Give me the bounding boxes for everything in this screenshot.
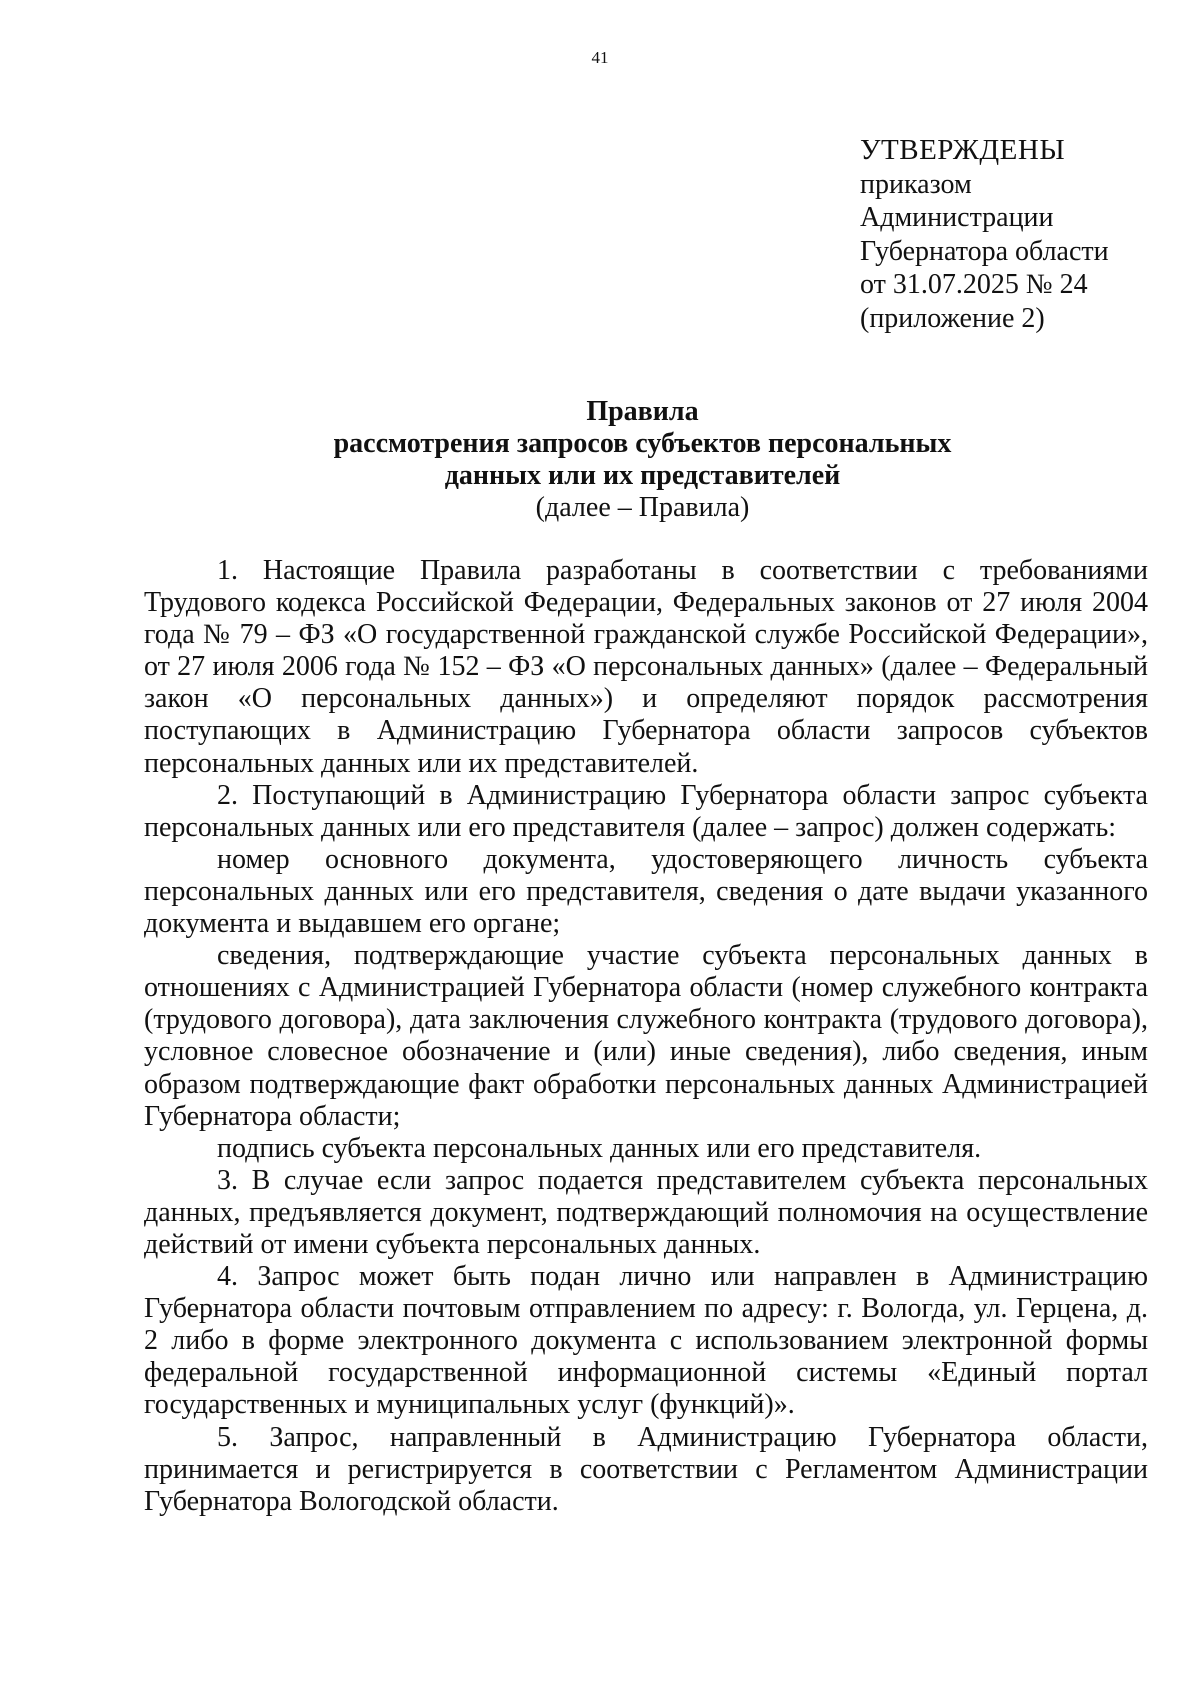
approval-heading: УТВЕРЖДЕНЫ	[860, 134, 1066, 166]
approval-block	[860, 134, 1180, 335]
document-body	[144, 555, 1148, 1518]
approval-line-governor: Губернатора области	[860, 235, 1109, 267]
paragraph-2-item-document: номер основного документа, удостоверяющего личность субъекта персональных данных или его представителя, сведения о дате выдачи указанного документа и выдавшем его органе;	[144, 843, 1148, 940]
paragraph-1: 1. Настоящие Правила разработаны в соответствии с требованиями Трудового кодекса Российской Федерации, Федеральных законов от 27 июля 2004 года № 79 – ФЗ «О государственной гражданской службе Российской Федерации», от 27 июля 2006 года № 152 – ФЗ «О персональных данных» (далее – Федеральный закон «О персональных данных») и определяют порядок рассмотрения поступающих в Администрацию Губернатора области запросов субъектов персональных данных или их представителей.	[144, 555, 1148, 779]
approval-line-administration: Администрации	[860, 202, 1054, 233]
paragraph-2-item-relations: сведения, подтверждающие участие субъекта персональных данных в отношениях с Администрацией Губернатора области (номер служебного контракта (трудового договора), дата заключения служебного контракта (трудового договора), условное словесное обозначение и (или) иные сведения), либо сведения, иным образом подтверждающие факт обработки персональных данных Администрацией Губернатора области;	[144, 940, 1148, 1132]
paragraph-2: 2. Поступающий в Администрацию Губернатора области запрос субъекта персональных данных или его представителя (далее – запрос) должен содержать:	[144, 779, 1148, 843]
approval-line-date: от 31.07.2025 № 24	[860, 269, 1088, 300]
title-line-3: данных или их представителей	[444, 460, 841, 491]
title-line-rules: Правила	[586, 396, 699, 427]
paragraph-5: 5. Запрос, направленный в Администрацию Губернатора области, принимается и регистрируется в соответствии с Регламентом Администрации Губернатора Вологодской области.	[144, 1421, 1148, 1517]
title-line-2: рассмотрения запросов субъектов персональных	[333, 428, 952, 459]
title-subtitle: (далее – Правила)	[535, 492, 750, 523]
paragraph-3: 3. В случае если запрос подается представителем субъекта персональных данных, предъявляется документ, подтверждающий полномочия на осуществление действий от имени субъекта персональных данных.	[144, 1164, 1148, 1260]
approval-line-appendix: (приложение 2)	[860, 302, 1045, 334]
page-number: 41	[591, 48, 609, 67]
paragraph-4: 4. Запрос может быть подан лично или направлен в Администрацию Губернатора области почтовым отправлением по адресу: г. Вологда, ул. Герцена, д. 2 либо в форме электронного документа с использованием электронной формы федеральной государственной информационной системы «Единый портал государственных и муниципальных услуг (функций)».	[144, 1261, 1148, 1421]
document-title	[120, 396, 1165, 524]
paragraph-2-item-signature: подпись субъекта персональных данных или его представителя.	[217, 1132, 982, 1164]
approval-line-order: приказом	[860, 168, 972, 200]
